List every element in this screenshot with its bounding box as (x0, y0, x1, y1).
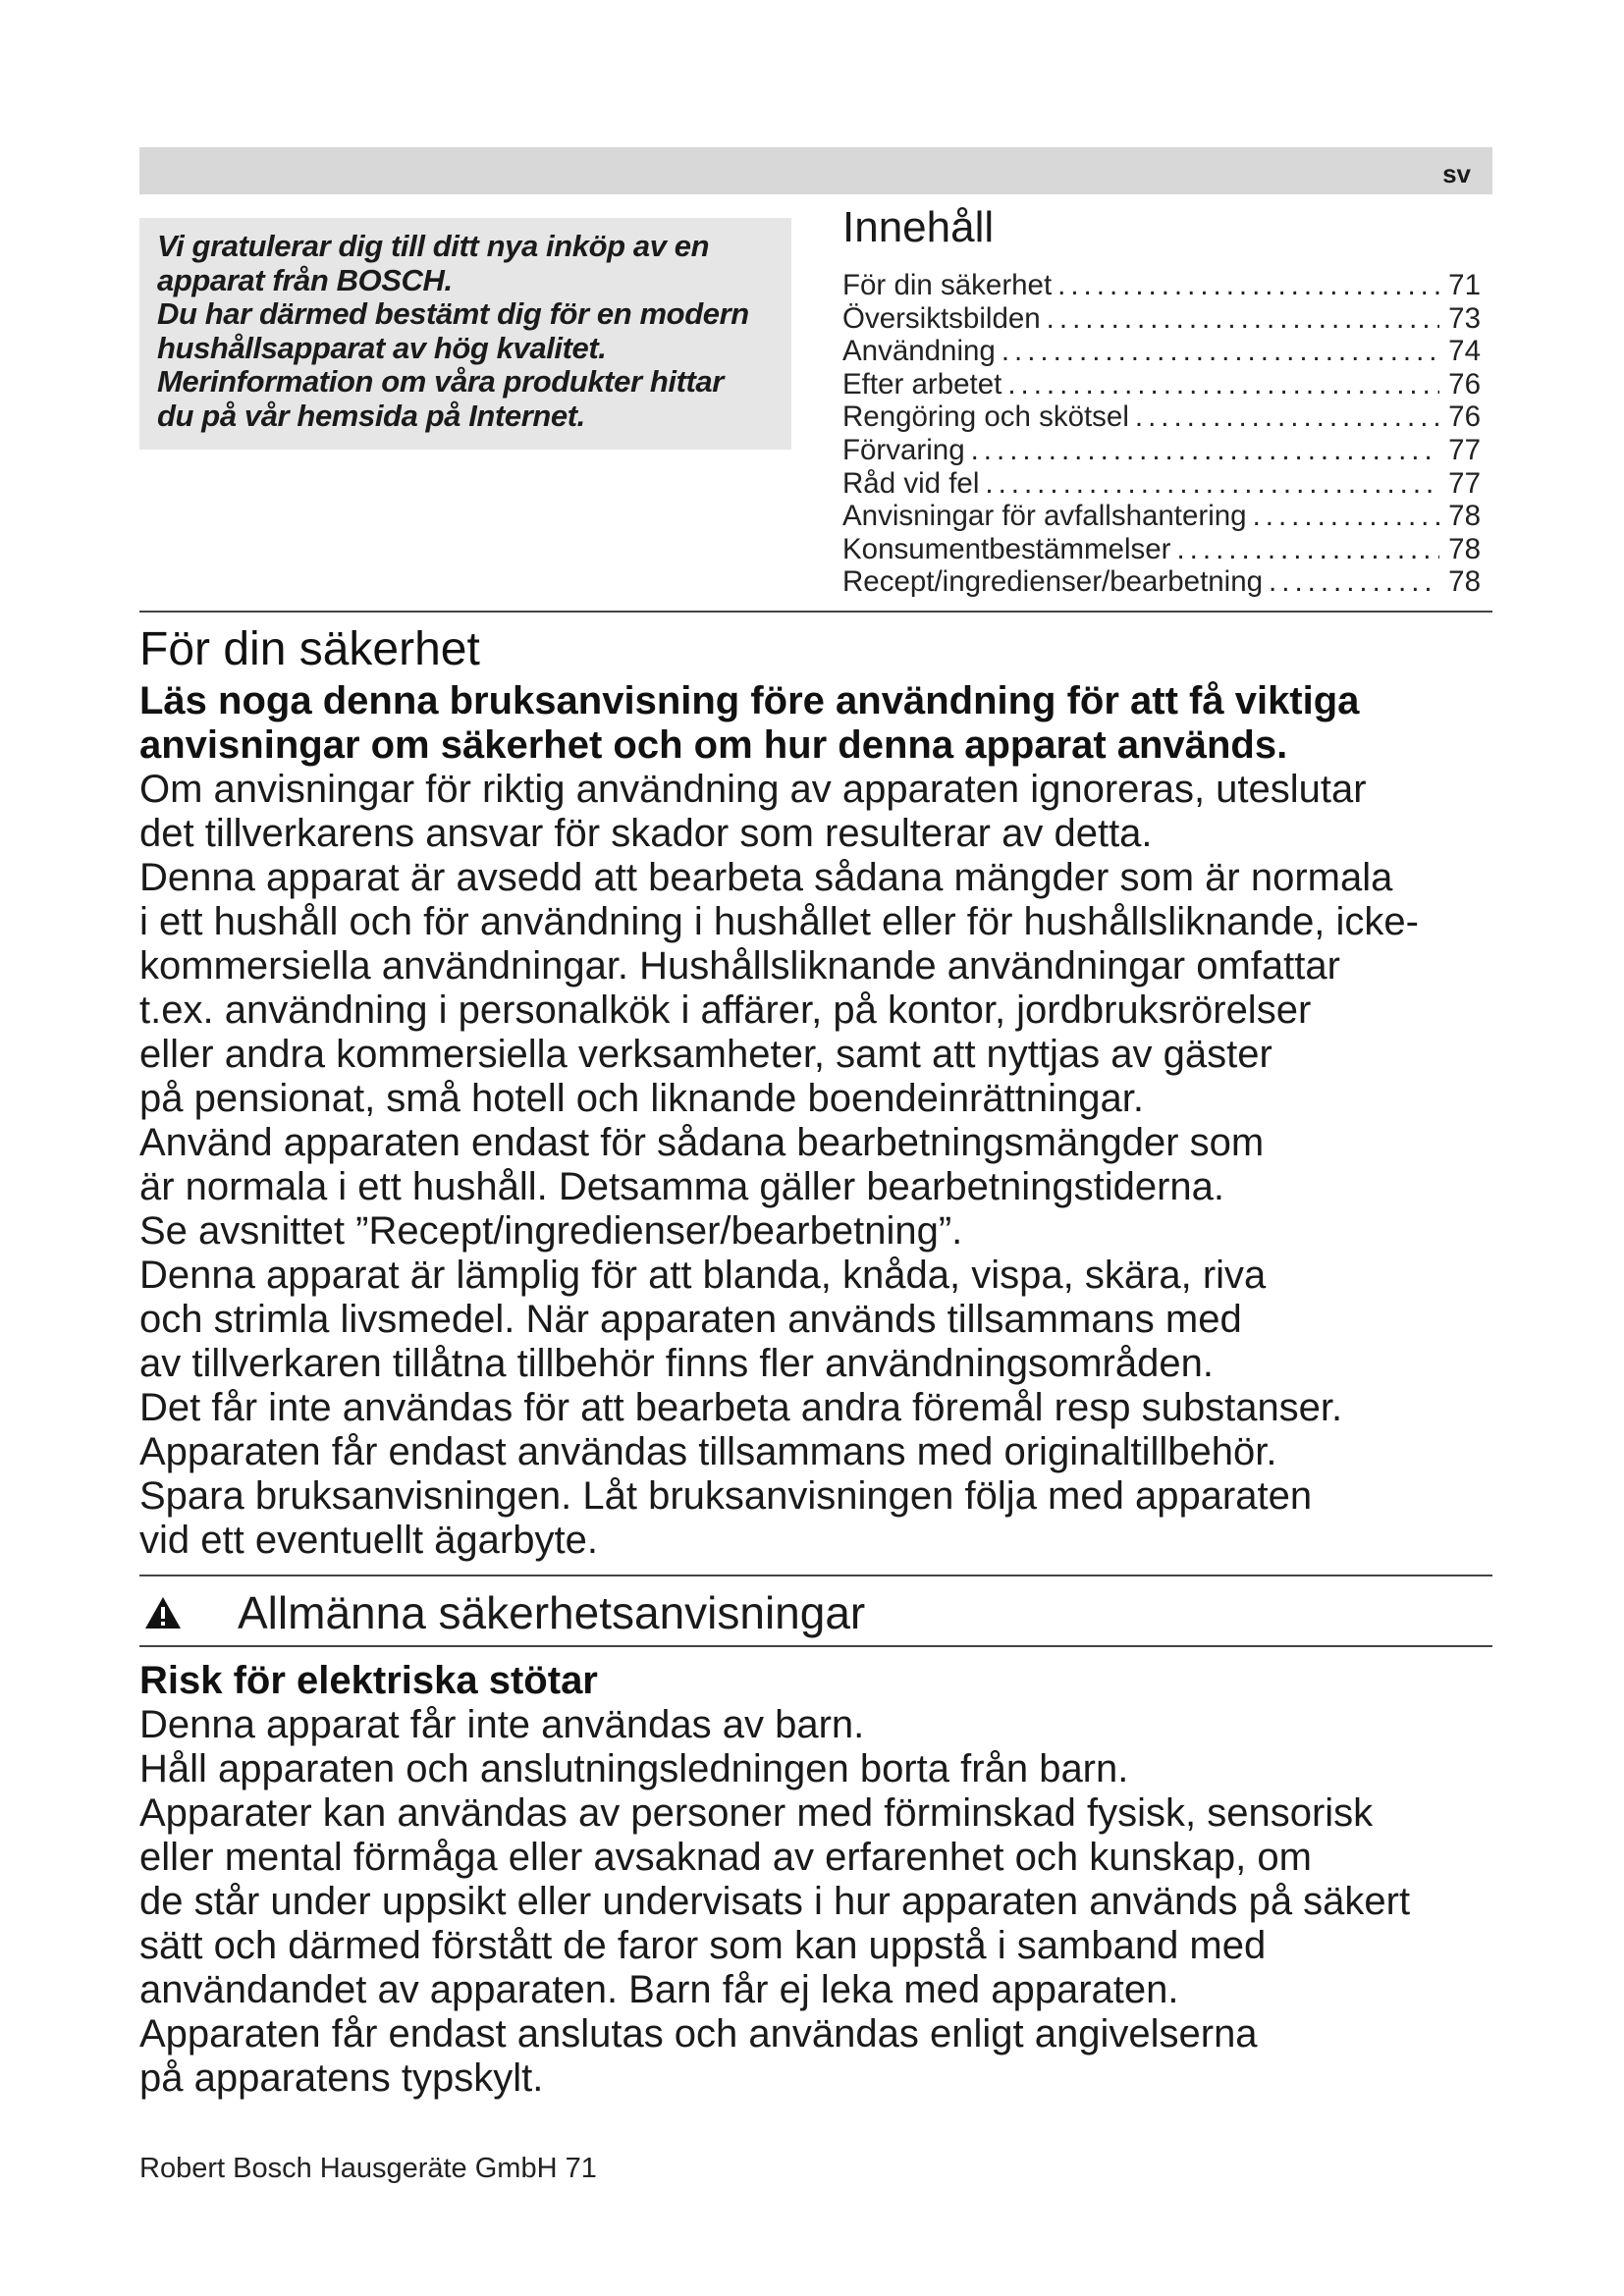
body-line: och strimla livsmedel. När apparaten används tillsammans med (139, 1297, 1242, 1341)
body-line: Spara bruksanvisningen. Låt bruksanvisningen följa med apparaten (139, 1473, 1313, 1518)
toc-leader-dots (1001, 335, 1439, 368)
toc-item-label: Efter arbetet (842, 367, 1002, 400)
toc-item[interactable] (842, 400, 1481, 434)
body-line: Använd apparaten endast för sådana bearbetningsmängder som (139, 1120, 1265, 1164)
body-line: Det får inte användas för att bearbeta andra föremål resp substanser. (139, 1385, 1343, 1429)
toc-leader-dots (1253, 500, 1439, 533)
safety-section (139, 624, 1492, 1563)
toc-item-page: 77 (1448, 433, 1481, 466)
toc-item[interactable] (842, 269, 1481, 302)
intro-line: apparat från BOSCH. (157, 262, 453, 297)
body-line: användandet av apparaten. Barn får ej leka med apparaten. (139, 1967, 1179, 2011)
toc-item-label: Förvaring (842, 433, 965, 466)
toc-item[interactable] (842, 533, 1481, 566)
intro-line: du på vår hemsida på Internet. (157, 398, 585, 433)
body-line: Denna apparat är lämplig för att blanda, knåda, vispa, skära, riva (139, 1253, 1267, 1297)
body-line: t.ex. användning i personalkök i affärer, på kontor, jordbruksrörelser (139, 988, 1312, 1032)
toc-leader-dots (1135, 400, 1439, 434)
language-code: sv (1442, 159, 1471, 188)
intro-line: Merinformation om våra produkter hittar (157, 364, 724, 399)
body-line: Om anvisningar för riktig användning av apparaten ignoreras, uteslutar (139, 767, 1367, 811)
body-line: Se avsnittet ”Recept/ingredienser/bearbetning”. (139, 1208, 963, 1253)
intro-line: hushållsapparat av hög kvalitet. (157, 330, 607, 365)
toc-leader-dots (1269, 565, 1439, 599)
toc-item[interactable] (842, 302, 1481, 336)
body-line: är normala i ett hushåll. Detsamma gäller bearbetningstiderna. (139, 1164, 1225, 1208)
toc-item-label: Konsumentbestämmelser (842, 532, 1171, 565)
manual-page (139, 147, 1492, 2101)
toc-leader-dots (1176, 533, 1439, 566)
toc-item-label: Översiktsbilden (842, 301, 1041, 335)
toc-leader-dots (1047, 302, 1439, 336)
toc-item-label: För din säkerhet (842, 269, 1053, 301)
electric-shock-body (139, 1703, 1492, 2101)
toc-item-label: Rengöring och skötsel (842, 400, 1129, 434)
toc-item[interactable] (842, 434, 1481, 467)
body-line: Håll apparaten och anslutningsledningen borta från barn. (139, 1746, 1129, 1790)
toc-item-page: 74 (1448, 335, 1481, 368)
toc-leader-dots (1057, 269, 1439, 302)
toc-item-label: Användning (842, 335, 996, 368)
body-line: Denna apparat får inte användas av barn. (139, 1702, 865, 1746)
toc-item[interactable] (842, 335, 1481, 368)
body-line: Denna apparat är avsedd att bearbeta sådana mängder som är normala (139, 855, 1393, 899)
intro-line: Du har därmed bestämt dig för en modern (157, 296, 749, 331)
toc-item-page: 76 (1448, 367, 1481, 400)
toc-item-page: 78 (1448, 532, 1481, 565)
divider (139, 1645, 1492, 1647)
electric-shock-subtitle: Risk för elektriska stötar (139, 1658, 598, 1702)
warning-triangle-icon (143, 1595, 183, 1630)
toc-item[interactable] (842, 368, 1481, 401)
body-line: vid ett eventuellt ägarbyte. (139, 1518, 598, 1562)
intro-box (139, 218, 791, 450)
body-line: de står under uppsikt eller undervisats i hur apparaten används på säkert (139, 1879, 1411, 1923)
toc-title: Innehåll (842, 203, 995, 251)
safety-title: För din säkerhet (139, 622, 480, 675)
toc-item-page: 78 (1448, 500, 1481, 533)
table-of-contents (842, 202, 1481, 599)
toc-item-label: Recept/ingredienser/bearbetning (842, 565, 1264, 599)
body-line: på pensionat, små hotell och liknande boendeinrättningar. (139, 1076, 1144, 1120)
body-line: Apparater kan användas av personer med förminskad fysisk, sensorisk (139, 1790, 1374, 1835)
body-line: Apparaten får endast anslutas och användas enligt angivelserna (139, 2011, 1258, 2056)
toc-item-page: 71 (1448, 269, 1481, 301)
body-line: eller andra kommersiella verksamheter, samt att nyttjas av gäster (139, 1032, 1272, 1076)
body-line: sätt och därmed förstått de faror som kan uppstå i samband med (139, 1923, 1267, 1967)
body-line: det tillverkarens ansvar för skador som resulterar av detta. (139, 811, 1153, 855)
safety-lead (139, 679, 1492, 768)
lead-line: anvisningar om säkerhet och om hur denna apparat används. (139, 722, 1288, 767)
toc-item[interactable] (842, 500, 1481, 533)
toc-item-label: Anvisningar för avfallshantering (842, 500, 1247, 533)
safety-body (139, 768, 1492, 1563)
toc-list (842, 269, 1481, 599)
toc-item-page: 78 (1448, 565, 1481, 599)
intro-line: Vi gratulerar dig till ditt nya inköp av en (157, 229, 710, 263)
toc-item[interactable] (842, 565, 1481, 599)
toc-item-page: 76 (1448, 400, 1481, 434)
lead-line: Läs noga denna bruksanvisning före användning för att få viktiga (139, 678, 1360, 722)
body-line: eller mental förmåga eller avsaknad av erfarenhet och kunskap, om (139, 1835, 1312, 1879)
page-footer: Robert Bosch Hausgeräte GmbH 71 (139, 2153, 597, 2184)
body-line: kommersiella användningar. Hushållsliknande användningar omfattar (139, 943, 1340, 988)
body-line: i ett hushåll och för användning i hushållet eller för hushållsliknande, icke- (139, 899, 1419, 943)
general-safety-title: Allmänna säkerhetsanvisningar (238, 1586, 866, 1638)
general-safety-header (139, 1576, 1492, 1645)
toc-item[interactable] (842, 467, 1481, 501)
toc-leader-dots (985, 467, 1439, 501)
toc-item-page: 73 (1448, 301, 1481, 335)
electric-shock-section (139, 1659, 1492, 2101)
divider (139, 611, 1492, 613)
toc-leader-dots (971, 434, 1439, 467)
toc-leader-dots (1007, 368, 1439, 401)
top-row (139, 203, 1492, 599)
body-line: Apparaten får endast användas tillsammans med originaltillbehör. (139, 1429, 1277, 1473)
body-line: av tillverkaren tillåtna tillbehör finns fler användningsområden. (139, 1341, 1214, 1385)
language-bar (139, 147, 1492, 194)
toc-item-page: 77 (1448, 466, 1481, 500)
body-line: på apparatens typskylt. (139, 2056, 544, 2100)
toc-item-label: Råd vid fel (842, 466, 980, 500)
